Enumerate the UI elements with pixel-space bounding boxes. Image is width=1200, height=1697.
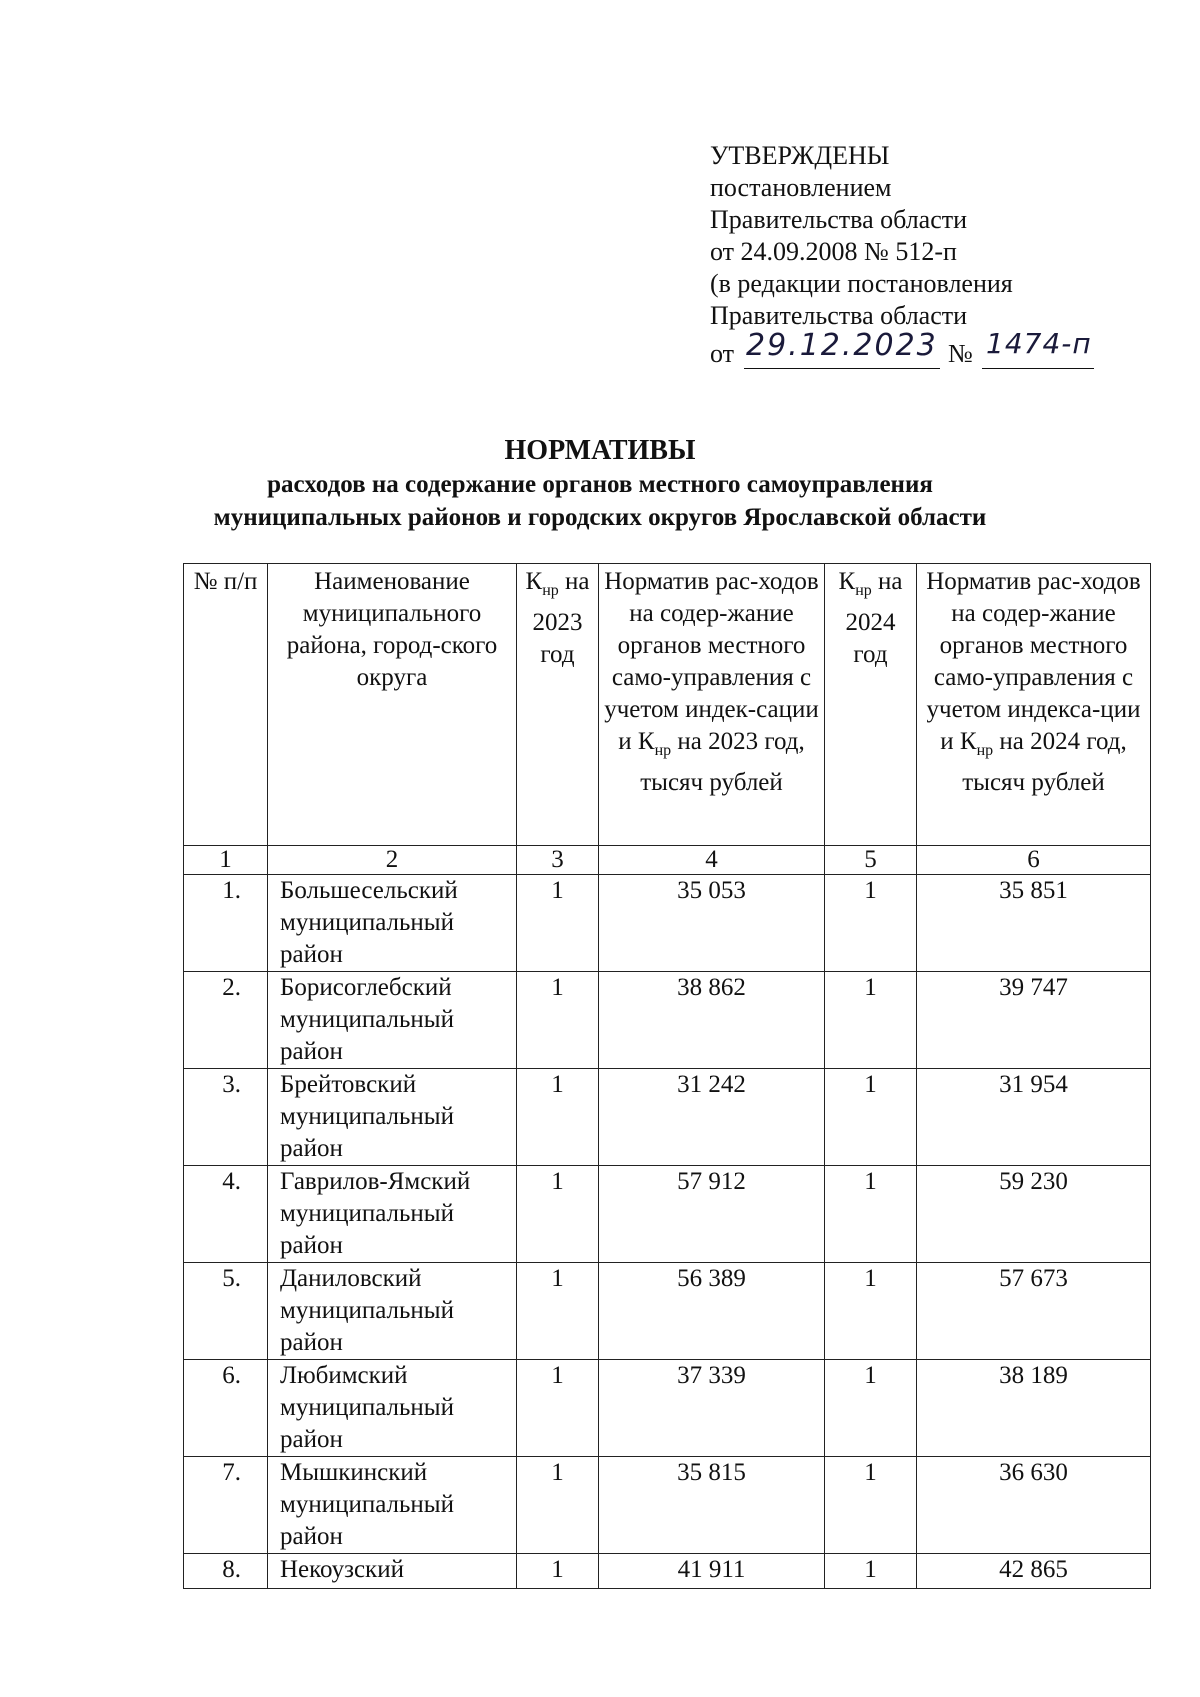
k-2024-value: 1 xyxy=(825,875,917,972)
header-k-2023: $К_{нр}$ на 2023 год xyxy=(517,564,599,846)
column-number: 3 xyxy=(517,846,599,875)
norm-2024-value: 38 189 xyxy=(917,1360,1151,1457)
k-2024-value: 1 xyxy=(825,1166,917,1263)
row-number: 6. xyxy=(184,1360,268,1457)
from-label: от xyxy=(710,339,735,368)
row-number: 1. xyxy=(184,875,268,972)
approval-line: от 24.09.2008 № 512-п xyxy=(710,237,957,266)
table-row xyxy=(184,1069,1151,1166)
norm-2023-value: 38 862 xyxy=(599,972,825,1069)
k-2024-value: 1 xyxy=(825,972,917,1069)
row-number: 2. xyxy=(184,972,268,1069)
district-name: Большесельский муниципальный район xyxy=(268,875,517,972)
column-number: 4 xyxy=(599,846,825,875)
table-row xyxy=(184,1263,1151,1360)
table-header-row xyxy=(184,564,1151,846)
header-k-2024: $К_{нр}$ на 2024 год xyxy=(825,564,917,846)
table-row xyxy=(184,1166,1151,1263)
k-2023-value: 1 xyxy=(517,875,599,972)
norm-2023-value: 56 389 xyxy=(599,1263,825,1360)
norm-2024-value: 42 865 xyxy=(917,1554,1151,1589)
title-subtitle-line-2: муниципальных районов и городских округов Ярославской области xyxy=(213,504,987,531)
header-name: Наименование муниципального района, город-ского округа xyxy=(268,564,517,846)
district-name: Некоузский xyxy=(268,1554,517,1589)
table-row xyxy=(184,875,1151,972)
handwritten-date: 29.12.2023 xyxy=(746,328,938,363)
table-row xyxy=(184,1360,1151,1457)
k-2024-value: 1 xyxy=(825,1069,917,1166)
header-norm-2024: Норматив рас-ходов на содер-жание органов местного само-управления с учетом индекса-ции и $К_{нр}$ на 2024 год, тысяч рублей xyxy=(917,564,1151,846)
column-number: 1 xyxy=(184,846,268,875)
district-name: Брейтовский муниципальный район xyxy=(268,1069,517,1166)
district-name: Борисоглебский муниципальный район xyxy=(268,972,517,1069)
k-2023-value: 1 xyxy=(517,1457,599,1554)
k-2023-value: 1 xyxy=(517,1166,599,1263)
k-2023-value: 1 xyxy=(517,1360,599,1457)
number-label: № xyxy=(948,339,973,368)
norm-2023-value: 41 911 xyxy=(599,1554,825,1589)
norms-table xyxy=(183,563,1151,1589)
k-2023-value: 1 xyxy=(517,1554,599,1589)
number-underline xyxy=(982,368,1094,369)
district-name: Даниловский муниципальный район xyxy=(268,1263,517,1360)
column-number: 5 xyxy=(825,846,917,875)
k-2024-value: 1 xyxy=(825,1360,917,1457)
title-main: НОРМАТИВЫ xyxy=(504,435,696,466)
header-number: № п/п xyxy=(184,564,268,846)
norm-2024-value: 57 673 xyxy=(917,1263,1151,1360)
norm-2024-value: 35 851 xyxy=(917,875,1151,972)
table-row xyxy=(184,972,1151,1069)
norm-2024-value: 59 230 xyxy=(917,1166,1151,1263)
k-2024-value: 1 xyxy=(825,1457,917,1554)
norm-2023-value: 31 242 xyxy=(599,1069,825,1166)
amendment-date-row xyxy=(710,327,1092,372)
column-number-row xyxy=(184,846,1151,875)
date-underline xyxy=(744,368,940,369)
norm-2023-value: 35 815 xyxy=(599,1457,825,1554)
norm-2023-value: 35 053 xyxy=(599,875,825,972)
approval-heading: УТВЕРЖДЕНЫ xyxy=(710,141,890,170)
table-row xyxy=(184,1554,1151,1589)
norm-2023-value: 37 339 xyxy=(599,1360,825,1457)
approval-line: постановлением xyxy=(710,173,892,202)
column-number: 2 xyxy=(268,846,517,875)
row-number: 7. xyxy=(184,1457,268,1554)
district-name: Мышкинский муниципальный район xyxy=(268,1457,517,1554)
row-number: 4. xyxy=(184,1166,268,1263)
table-row xyxy=(184,1457,1151,1554)
column-number: 6 xyxy=(917,846,1151,875)
norm-2024-value: 36 630 xyxy=(917,1457,1151,1554)
title-subtitle-line-1: расходов на содержание органов местного самоуправления xyxy=(267,471,933,498)
k-2024-value: 1 xyxy=(825,1263,917,1360)
approval-line: Правительства области xyxy=(710,205,968,234)
k-2023-value: 1 xyxy=(517,1263,599,1360)
row-number: 5. xyxy=(184,1263,268,1360)
row-number: 8. xyxy=(184,1554,268,1589)
district-name: Любимский муниципальный район xyxy=(268,1360,517,1457)
norm-2023-value: 57 912 xyxy=(599,1166,825,1263)
approval-block xyxy=(710,140,1092,372)
approval-line: (в редакции постановления xyxy=(710,269,1013,298)
approval-line: Правительства области xyxy=(710,301,968,330)
header-norm-2023: Норматив рас-ходов на содер-жание органов местного само-управления с учетом индек-сации и $К_{нр}$ на 2023 год, тысяч рублей xyxy=(599,564,825,846)
document-title xyxy=(0,434,1200,534)
norm-2024-value: 31 954 xyxy=(917,1069,1151,1166)
k-2023-value: 1 xyxy=(517,1069,599,1166)
k-2023-value: 1 xyxy=(517,972,599,1069)
row-number: 3. xyxy=(184,1069,268,1166)
k-2024-value: 1 xyxy=(825,1554,917,1589)
handwritten-number: 1474-п xyxy=(986,327,1092,360)
district-name: Гаврилов-Ямский муниципальный район xyxy=(268,1166,517,1263)
norm-2024-value: 39 747 xyxy=(917,972,1151,1069)
